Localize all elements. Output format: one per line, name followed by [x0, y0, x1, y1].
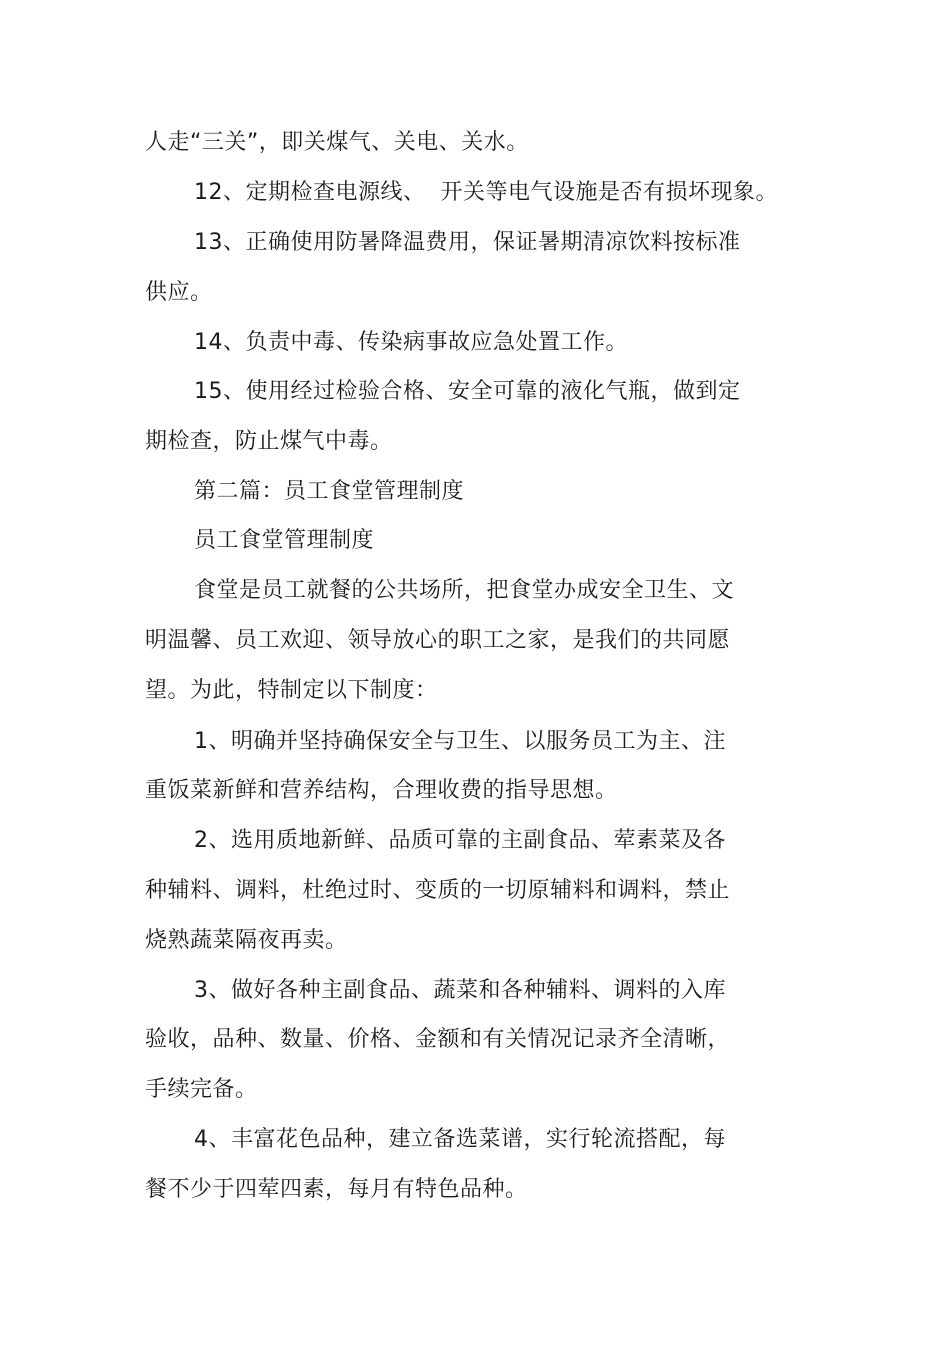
text-line: 食堂是员工就餐的公共场所，把食堂办成安全卫生、文: [194, 578, 735, 603]
document-title: 员工食堂管理制度: [194, 528, 375, 553]
section-heading: 第二篇：员工食堂管理制度: [194, 479, 465, 504]
text-line: 重饭菜新鲜和营养结构，合理收费的指导思想。: [145, 778, 618, 803]
text-line: 14、负责中毒、传染病事故应急处置工作。: [194, 330, 628, 355]
text-line: 望。为此，特制定以下制度：: [145, 678, 438, 703]
text-line: 种辅料、调料，杜绝过时、变质的一切原辅料和调料，禁止: [145, 878, 731, 903]
text-line: 手续完备。: [145, 1077, 258, 1102]
text-line: 3、做好各种主副食品、蔬菜和各种辅料、调料的入库: [194, 978, 726, 1003]
text-line: 烧熟蔬菜隔夜再卖。: [145, 928, 348, 953]
text-line: 2、选用质地新鲜、品质可靠的主副食品、荤素菜及各: [194, 828, 726, 853]
text-line: 明温馨、员工欢迎、领导放心的职工之家，是我们的共同愿: [145, 628, 731, 653]
text-line: 12、定期检查电源线、 开关等电气设施是否有损坏现象。: [194, 180, 778, 205]
text-line: 餐不少于四荤四素，每月有特色品种。: [145, 1177, 528, 1202]
text-line: 4、丰富花色品种，建立备选菜谱，实行轮流搭配，每: [194, 1127, 726, 1152]
text-line: 15、使用经过检验合格、安全可靠的液化气瓶，做到定: [194, 379, 741, 404]
text-line: 期检查，防止煤气中毒。: [145, 429, 393, 454]
text-line: 验收，品种、数量、价格、金额和有关情况记录齐全清晰，: [145, 1027, 731, 1052]
text-line: 1、明确并坚持确保安全与卫生、以服务员工为主、注: [194, 729, 726, 754]
text-line: 供应。: [145, 280, 213, 305]
text-line: 人走“三关”，即关煤气、关电、关水。: [145, 130, 529, 155]
text-line: 13、正确使用防暑降温费用，保证暑期清凉饮料按标准: [194, 230, 741, 255]
